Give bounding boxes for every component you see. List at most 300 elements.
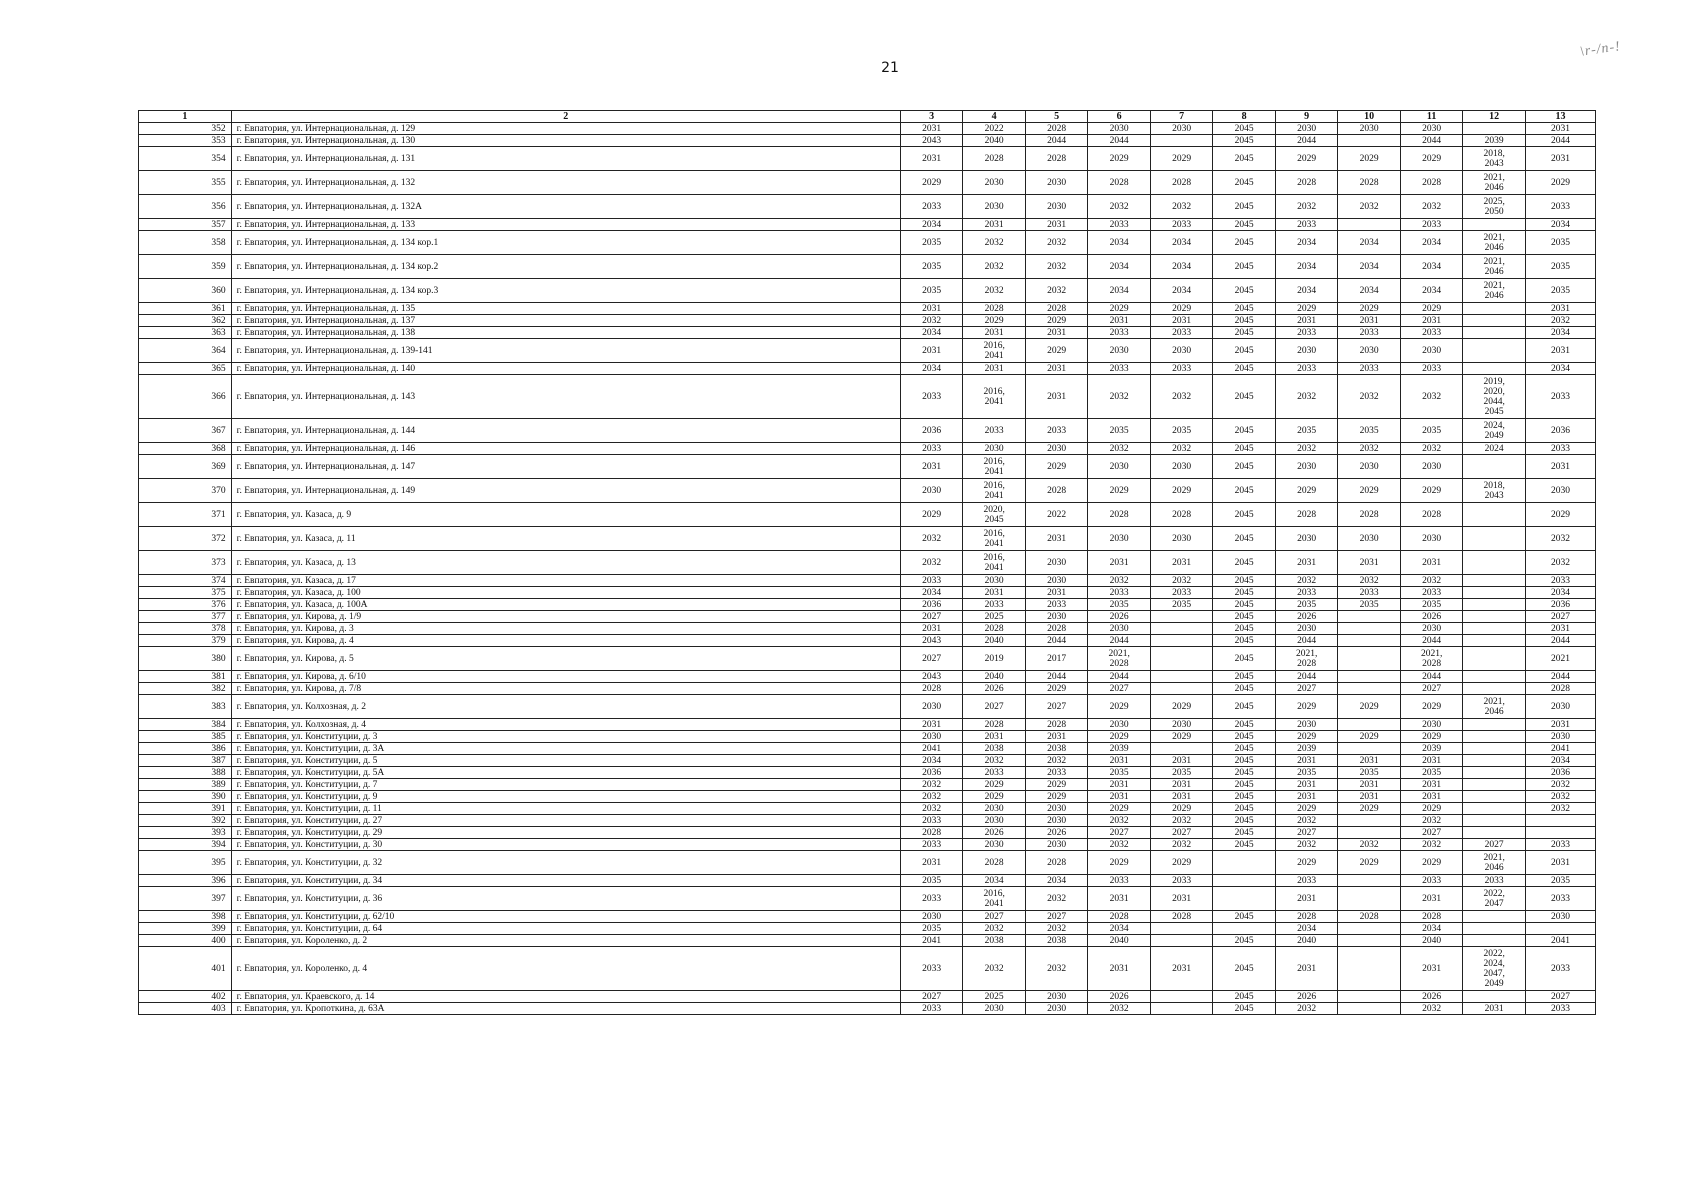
year-cell: 2030 (1338, 455, 1401, 479)
year-cell: 2045 (1213, 635, 1276, 647)
year-cell: 2030 (1025, 575, 1088, 587)
column-header-1: 1 (139, 111, 232, 123)
row-number: 367 (139, 419, 232, 443)
year-cell: 2032 (1088, 443, 1151, 455)
table-row (139, 443, 1596, 455)
year-cell: 2029 (1275, 695, 1338, 719)
address-cell: г. Евпатория, ул. Интернациональная, д. 137 (231, 315, 900, 327)
table-row (139, 375, 1596, 419)
year-cell: 2034 (963, 875, 1026, 887)
year-cell: 2032 (900, 791, 963, 803)
year-cell: 2044 (1275, 671, 1338, 683)
table-row (139, 219, 1596, 231)
year-cell: 2033 (1088, 587, 1151, 599)
year-cell (1213, 851, 1276, 875)
year-cell: 2029 (963, 779, 1026, 791)
year-cell: 2030 (1525, 731, 1595, 743)
row-number: 363 (139, 327, 232, 339)
address-cell: г. Евпатория, ул. Интернациональная, д. 139-141 (231, 339, 900, 363)
year-cell: 2038 (1025, 743, 1088, 755)
year-cell: 2027 (1025, 911, 1088, 923)
year-cell: 2034 (900, 363, 963, 375)
column-header-13: 13 (1525, 111, 1595, 123)
year-cell: 2031 (1088, 791, 1151, 803)
row-number: 383 (139, 695, 232, 719)
year-cell: 2045 (1213, 623, 1276, 635)
year-cell (1525, 923, 1595, 935)
year-cell: 2031 (1338, 551, 1401, 575)
year-cell: 2029 (1338, 303, 1401, 315)
year-cell: 2035 (1088, 767, 1151, 779)
year-cell: 2027 (1275, 683, 1338, 695)
year-cell: 2032 (1150, 195, 1213, 219)
year-cell: 2031 (1525, 623, 1595, 635)
year-cell: 2032 (963, 947, 1026, 991)
year-cell: 2029 (1275, 147, 1338, 171)
year-cell: 2041 (900, 935, 963, 947)
year-cell: 2030 (1338, 123, 1401, 135)
year-cell: 2044 (1088, 671, 1151, 683)
year-cell: 2028 (900, 827, 963, 839)
year-cell: 2031 (1400, 315, 1463, 327)
year-cell: 2045 (1213, 147, 1276, 171)
year-cell: 2031 (1338, 791, 1401, 803)
year-cell: 2026 (1275, 611, 1338, 623)
year-cell: 2028 (1088, 171, 1151, 195)
year-cell: 2034 (1525, 327, 1595, 339)
year-cell: 2028 (1275, 911, 1338, 923)
row-number: 382 (139, 683, 232, 695)
year-cell: 2033 (1400, 363, 1463, 375)
year-cell: 2041 (1525, 935, 1595, 947)
row-number: 381 (139, 671, 232, 683)
year-cell: 2033 (1525, 839, 1595, 851)
year-cell: 2031 (1525, 455, 1595, 479)
year-cell: 2035 (1400, 419, 1463, 443)
year-cell (1463, 551, 1526, 575)
table-row (139, 171, 1596, 195)
year-cell: 2027 (1088, 683, 1151, 695)
year-cell (1338, 623, 1401, 635)
year-cell: 2033 (1400, 587, 1463, 599)
year-cell: 2028 (1150, 171, 1213, 195)
year-cell (1150, 1003, 1213, 1015)
year-cell: 2033 (1400, 875, 1463, 887)
year-cell: 2029 (1275, 803, 1338, 815)
year-cell: 2038 (1025, 935, 1088, 947)
year-cell: 2030 (1025, 1003, 1088, 1015)
year-cell: 2033 (900, 947, 963, 991)
year-cell: 2035 (1525, 231, 1595, 255)
address-cell: г. Евпатория, ул. Конституции, д. 5А (231, 767, 900, 779)
year-cell: 2044 (1525, 635, 1595, 647)
year-cell: 2028 (1025, 719, 1088, 731)
address-cell: г. Евпатория, ул. Интернациональная, д. 130 (231, 135, 900, 147)
year-cell: 2034 (1275, 231, 1338, 255)
year-cell: 2045 (1213, 731, 1276, 743)
year-cell: 2030 (1150, 719, 1213, 731)
year-cell: 2026 (1088, 991, 1151, 1003)
row-number: 389 (139, 779, 232, 791)
year-cell: 2045 (1213, 803, 1276, 815)
year-cell (1463, 791, 1526, 803)
year-cell: 2031 (1400, 791, 1463, 803)
year-cell: 2027 (1525, 611, 1595, 623)
year-cell (1338, 1003, 1401, 1015)
year-cell: 2040 (1400, 935, 1463, 947)
year-cell: 2032 (1150, 575, 1213, 587)
row-number: 362 (139, 315, 232, 327)
address-cell: г. Евпатория, ул. Казаса, д. 13 (231, 551, 900, 575)
year-cell: 2034 (1150, 255, 1213, 279)
year-cell: 2033 (1525, 375, 1595, 419)
year-cell: 2031 (900, 123, 963, 135)
year-cell (1463, 455, 1526, 479)
year-cell: 2045 (1213, 231, 1276, 255)
year-cell: 2027 (1525, 991, 1595, 1003)
year-cell: 2035 (1400, 599, 1463, 611)
year-cell (1463, 503, 1526, 527)
year-cell (1463, 719, 1526, 731)
table-row (139, 527, 1596, 551)
year-cell (1463, 991, 1526, 1003)
row-number: 379 (139, 635, 232, 647)
year-cell: 2044 (1525, 135, 1595, 147)
year-cell: 2029 (1275, 851, 1338, 875)
year-cell: 2035 (1150, 419, 1213, 443)
year-cell: 2019, 2020, 2044, 2045 (1463, 375, 1526, 419)
year-cell: 2033 (1275, 875, 1338, 887)
year-cell: 2036 (900, 599, 963, 611)
year-cell (1463, 827, 1526, 839)
column-header-4: 4 (963, 111, 1026, 123)
year-cell: 2016, 2041 (963, 887, 1026, 911)
address-cell: г. Евпатория, ул. Интернациональная, д. 140 (231, 363, 900, 375)
table-row (139, 551, 1596, 575)
year-cell: 2045 (1213, 755, 1276, 767)
year-cell: 2034 (1275, 255, 1338, 279)
address-cell: г. Евпатория, ул. Кирова, д. 3 (231, 623, 900, 635)
table-row (139, 363, 1596, 375)
address-cell: г. Евпатория, ул. Конституции, д. 30 (231, 839, 900, 851)
year-cell: 2035 (900, 255, 963, 279)
year-cell: 2027 (1400, 683, 1463, 695)
year-cell (1463, 575, 1526, 587)
year-cell: 2034 (1400, 923, 1463, 935)
year-cell: 2031 (963, 363, 1026, 375)
year-cell: 2030 (900, 731, 963, 743)
year-cell (1338, 887, 1401, 911)
table-row (139, 611, 1596, 623)
year-cell: 2038 (963, 743, 1026, 755)
year-cell: 2031 (1525, 147, 1595, 171)
year-cell: 2019 (963, 647, 1026, 671)
year-cell: 2041 (1525, 743, 1595, 755)
year-cell: 2025 (963, 991, 1026, 1003)
year-cell: 2030 (1275, 623, 1338, 635)
row-number: 397 (139, 887, 232, 911)
year-cell: 2032 (1400, 443, 1463, 455)
handwritten-mark: \r-/n-! (1579, 39, 1622, 60)
year-cell (1463, 779, 1526, 791)
row-number: 390 (139, 791, 232, 803)
table-row (139, 743, 1596, 755)
year-cell: 2031 (1275, 791, 1338, 803)
year-cell: 2032 (1525, 791, 1595, 803)
year-cell: 2045 (1213, 303, 1276, 315)
year-cell (1525, 815, 1595, 827)
year-cell: 2030 (1025, 611, 1088, 623)
year-cell (1338, 991, 1401, 1003)
year-cell: 2031 (1275, 315, 1338, 327)
year-cell: 2035 (1150, 767, 1213, 779)
year-cell (1463, 527, 1526, 551)
year-cell: 2030 (1150, 455, 1213, 479)
year-cell: 2029 (1338, 695, 1401, 719)
year-cell: 2029 (1088, 695, 1151, 719)
row-number: 403 (139, 1003, 232, 1015)
year-cell: 2033 (900, 887, 963, 911)
row-number: 380 (139, 647, 232, 671)
row-number: 385 (139, 731, 232, 743)
address-cell: г. Евпатория, ул. Казаса, д. 17 (231, 575, 900, 587)
row-number: 400 (139, 935, 232, 947)
year-cell: 2045 (1213, 611, 1276, 623)
address-cell: г. Евпатория, ул. Кирова, д. 6/10 (231, 671, 900, 683)
year-cell: 2031 (1088, 315, 1151, 327)
year-cell: 2021, 2028 (1088, 647, 1151, 671)
year-cell: 2033 (1275, 587, 1338, 599)
column-header-12: 12 (1463, 111, 1526, 123)
year-cell: 2040 (1088, 935, 1151, 947)
row-number: 371 (139, 503, 232, 527)
year-cell: 2022, 2047 (1463, 887, 1526, 911)
year-cell: 2021, 2046 (1463, 851, 1526, 875)
year-cell: 2045 (1213, 1003, 1276, 1015)
year-cell: 2045 (1213, 779, 1276, 791)
year-cell: 2026 (963, 827, 1026, 839)
address-cell: г. Евпатория, ул. Конституции, д. 32 (231, 851, 900, 875)
year-cell: 2036 (900, 767, 963, 779)
year-cell: 2034 (1088, 231, 1151, 255)
year-cell: 2033 (1525, 575, 1595, 587)
year-cell: 2033 (1088, 363, 1151, 375)
year-cell: 2045 (1213, 503, 1276, 527)
table-row (139, 791, 1596, 803)
column-header-6: 6 (1088, 111, 1151, 123)
year-cell: 2039 (1400, 743, 1463, 755)
table-row (139, 731, 1596, 743)
year-cell: 2045 (1213, 527, 1276, 551)
row-number: 357 (139, 219, 232, 231)
year-cell: 2045 (1213, 219, 1276, 231)
year-cell: 2034 (1150, 231, 1213, 255)
year-cell: 2031 (1025, 363, 1088, 375)
year-cell: 2027 (900, 991, 963, 1003)
row-number: 355 (139, 171, 232, 195)
year-cell: 2031 (1338, 755, 1401, 767)
year-cell: 2034 (1088, 279, 1151, 303)
year-cell: 2043 (900, 135, 963, 147)
year-cell (1150, 611, 1213, 623)
year-cell: 2045 (1213, 455, 1276, 479)
table-row (139, 231, 1596, 255)
year-cell: 2040 (963, 671, 1026, 683)
year-cell: 2029 (1088, 803, 1151, 815)
row-number: 358 (139, 231, 232, 255)
year-cell: 2032 (1338, 375, 1401, 419)
year-cell (1463, 743, 1526, 755)
year-cell: 2031 (900, 719, 963, 731)
year-cell: 2029 (1525, 171, 1595, 195)
address-cell: г. Евпатория, ул. Конституции, д. 3А (231, 743, 900, 755)
year-cell: 2031 (1400, 947, 1463, 991)
year-cell: 2032 (963, 923, 1026, 935)
row-number: 360 (139, 279, 232, 303)
table-row (139, 815, 1596, 827)
year-cell: 2039 (1275, 743, 1338, 755)
year-cell: 2034 (900, 755, 963, 767)
year-cell: 2045 (1213, 363, 1276, 375)
address-cell: г. Евпатория, ул. Конституции, д. 36 (231, 887, 900, 911)
table-row (139, 195, 1596, 219)
row-number: 376 (139, 599, 232, 611)
row-number: 391 (139, 803, 232, 815)
year-cell: 2031 (1275, 887, 1338, 911)
year-cell: 2032 (1338, 839, 1401, 851)
year-cell: 2030 (1025, 443, 1088, 455)
year-cell: 2032 (1275, 1003, 1338, 1015)
year-cell: 2029 (1525, 503, 1595, 527)
year-cell: 2029 (1088, 851, 1151, 875)
year-cell: 2045 (1213, 419, 1276, 443)
address-cell: г. Евпатория, ул. Конституции, д. 64 (231, 923, 900, 935)
year-cell: 2016, 2041 (963, 455, 1026, 479)
address-cell: г. Евпатория, ул. Интернациональная, д. 149 (231, 479, 900, 503)
year-cell: 2033 (1088, 875, 1151, 887)
row-number: 372 (139, 527, 232, 551)
year-cell: 2035 (1275, 599, 1338, 611)
table-row (139, 755, 1596, 767)
year-cell: 2030 (1275, 527, 1338, 551)
year-cell: 2034 (1525, 219, 1595, 231)
column-header-3: 3 (900, 111, 963, 123)
year-cell: 2045 (1213, 171, 1276, 195)
year-cell: 2033 (1150, 363, 1213, 375)
year-cell: 2021, 2028 (1275, 647, 1338, 671)
address-cell: г. Евпатория, ул. Конституции, д. 34 (231, 875, 900, 887)
year-cell: 2017 (1025, 647, 1088, 671)
year-cell: 2029 (1400, 303, 1463, 315)
year-cell: 2031 (1338, 315, 1401, 327)
year-cell: 2030 (1088, 719, 1151, 731)
table-row (139, 303, 1596, 315)
year-cell (1150, 635, 1213, 647)
year-cell (1338, 743, 1401, 755)
year-cell: 2034 (900, 327, 963, 339)
year-cell: 2026 (1088, 611, 1151, 623)
table-row (139, 1003, 1596, 1015)
year-cell: 2032 (1525, 779, 1595, 791)
address-cell: г. Евпатория, ул. Интернациональная, д. 134 кор.2 (231, 255, 900, 279)
year-cell: 2034 (1525, 587, 1595, 599)
address-cell: г. Евпатория, ул. Интернациональная, д. 135 (231, 303, 900, 315)
year-cell: 2032 (963, 255, 1026, 279)
year-cell: 2029 (1025, 339, 1088, 363)
year-cell: 2028 (1025, 123, 1088, 135)
year-cell: 2031 (1025, 587, 1088, 599)
year-cell: 2021, 2046 (1463, 255, 1526, 279)
year-cell: 2031 (1088, 779, 1151, 791)
address-cell: г. Евпатория, ул. Короленко, д. 4 (231, 947, 900, 991)
year-cell: 2024, 2049 (1463, 419, 1526, 443)
year-cell (1463, 327, 1526, 339)
year-cell (1463, 611, 1526, 623)
row-number: 393 (139, 827, 232, 839)
year-cell: 2045 (1213, 671, 1276, 683)
column-header-2: 2 (231, 111, 900, 123)
year-cell: 2032 (1088, 575, 1151, 587)
year-cell: 2031 (963, 219, 1026, 231)
year-cell: 2028 (900, 683, 963, 695)
year-cell: 2031 (1463, 1003, 1526, 1015)
year-cell: 2016, 2041 (963, 551, 1026, 575)
year-cell: 2032 (1150, 815, 1213, 827)
year-cell (1463, 219, 1526, 231)
year-cell: 2031 (900, 851, 963, 875)
year-cell: 2028 (1400, 911, 1463, 923)
year-cell: 2030 (1025, 195, 1088, 219)
year-cell: 2029 (1338, 803, 1401, 815)
year-cell: 2030 (1275, 123, 1338, 135)
year-cell: 2031 (1025, 731, 1088, 743)
table-row (139, 671, 1596, 683)
address-cell: г. Евпатория, ул. Кирова, д. 7/8 (231, 683, 900, 695)
year-cell: 2030 (1525, 911, 1595, 923)
year-cell: 2027 (1088, 827, 1151, 839)
address-cell: г. Евпатория, ул. Казаса, д. 11 (231, 527, 900, 551)
year-cell: 2029 (1150, 147, 1213, 171)
table-row (139, 123, 1596, 135)
year-cell: 2016, 2041 (963, 375, 1026, 419)
table-row (139, 255, 1596, 279)
year-cell: 2044 (1088, 635, 1151, 647)
year-cell: 2034 (1275, 279, 1338, 303)
year-cell: 2033 (1025, 419, 1088, 443)
year-cell: 2021 (1525, 647, 1595, 671)
year-cell: 2030 (1338, 527, 1401, 551)
address-cell: г. Евпатория, ул. Интернациональная, д. 131 (231, 147, 900, 171)
year-cell (1463, 303, 1526, 315)
year-cell: 2033 (1088, 327, 1151, 339)
year-cell: 2031 (1088, 947, 1151, 991)
address-cell: г. Евпатория, ул. Кирова, д. 5 (231, 647, 900, 671)
year-cell: 2028 (963, 719, 1026, 731)
year-cell: 2031 (900, 623, 963, 635)
row-number: 386 (139, 743, 232, 755)
year-cell: 2030 (1400, 455, 1463, 479)
year-cell: 2036 (1525, 599, 1595, 611)
year-cell: 2029 (1025, 455, 1088, 479)
year-cell: 2027 (1025, 695, 1088, 719)
year-cell: 2033 (963, 767, 1026, 779)
year-cell: 2045 (1213, 839, 1276, 851)
table-row (139, 599, 1596, 611)
year-cell: 2027 (900, 611, 963, 623)
year-cell (1150, 647, 1213, 671)
year-cell: 2044 (1088, 135, 1151, 147)
row-number: 361 (139, 303, 232, 315)
